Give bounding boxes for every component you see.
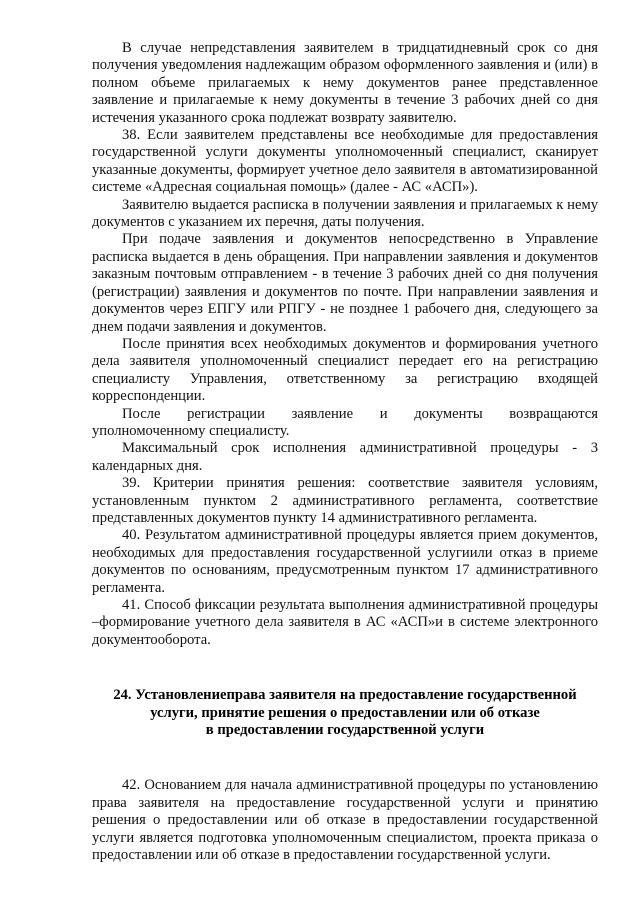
paragraph-return-documents: В случае непредставления заявителем в тридцатидневный срок со дня получения уведомления надлежащим образом оформленного заявления и (или) в полном объеме прилагаемых к нему документов ранее представленное заявление и прилагаемые к нему документы в течение 3 рабочих дней со дня истечения указанного срока подлежат возврату заявителю. [92, 40, 598, 126]
heading-line-1: 24. Установлениеправа заявителя на предоставление государственной [113, 687, 577, 704]
paragraph-40: 40. Результатом административной процедуры является прием документов, необходимых для предоставления государственной услугиили отказ в приеме документов по основаниям, предусмотренным пунктом 17 административного регламента. [92, 527, 598, 596]
heading-line-3: в предоставлении государственной услуги [205, 722, 485, 739]
paragraph-41: 41. Способ фиксации результата выполнения административной процедуры –формирование учетного дела заявителя в АС «АСП»и в системе электронного документооборота. [92, 597, 598, 648]
paragraph-after-registration: После регистрации заявление и документы возвращаются уполномоченному специалисту. [92, 405, 598, 439]
paragraph-receipt-timing: При подаче заявления и документов непосредственно в Управление расписка выдается в день обращения. При направлении заявления и документов заказным почтовым отправлением - в течение 3 рабочих дней со дня получения (регистрации) заявления и документов по почте. При направлении заявления и документов через ЕПГУ или РПГУ - не позднее 1 рабочего дня, следующего за днем подачи заявления и документов. [92, 231, 598, 335]
paragraph-42: 42. Основанием для начала административной процедуры по установлению права заявителя на предоставление государственной услуги и принятию решения о предоставлении или об отказе в предоставлении государственной услуги является подготовка уполномоченным специалистом, проекта приказа о предоставлении или об отказе в предоставлении государственной услуги. [92, 777, 598, 864]
paragraph-receipt: Заявителю выдается расписка в получении заявления и прилагаемых к нему документов с указанием их перечня, даты получения. [92, 196, 598, 231]
paragraph-38: 38. Если заявителем представлены все необходимые для предоставления государственной услуги документы уполномоченный специалист, сканирует указанные документы, формирует учетное дело заявителя в автоматизированной системе «Адресная социальная помощь» (далее - АС «АСП»). [92, 127, 598, 196]
paragraph-39: 39. Критерии принятия решения: соответствие заявителя условиям, установленным пунктом 2 административного регламента, соответствие представленных документов пункту 14 административного регламента. [92, 475, 598, 526]
paragraph-registration: После принятия всех необходимых документов и формирования учетного дела заявителя уполномоченный специалист передает его на регистрацию специалисту Управления, ответственному за регистрацию входящей корреспонденции. [92, 335, 598, 405]
heading-line-2: услуги, принятие решения о предоставлении или об отказе [150, 704, 540, 721]
paragraph-max-term: Максимальный срок исполнения административной процедуры - 3 календарных дня. [92, 440, 598, 474]
section-heading-24 [92, 687, 598, 739]
document-page [92, 40, 598, 864]
